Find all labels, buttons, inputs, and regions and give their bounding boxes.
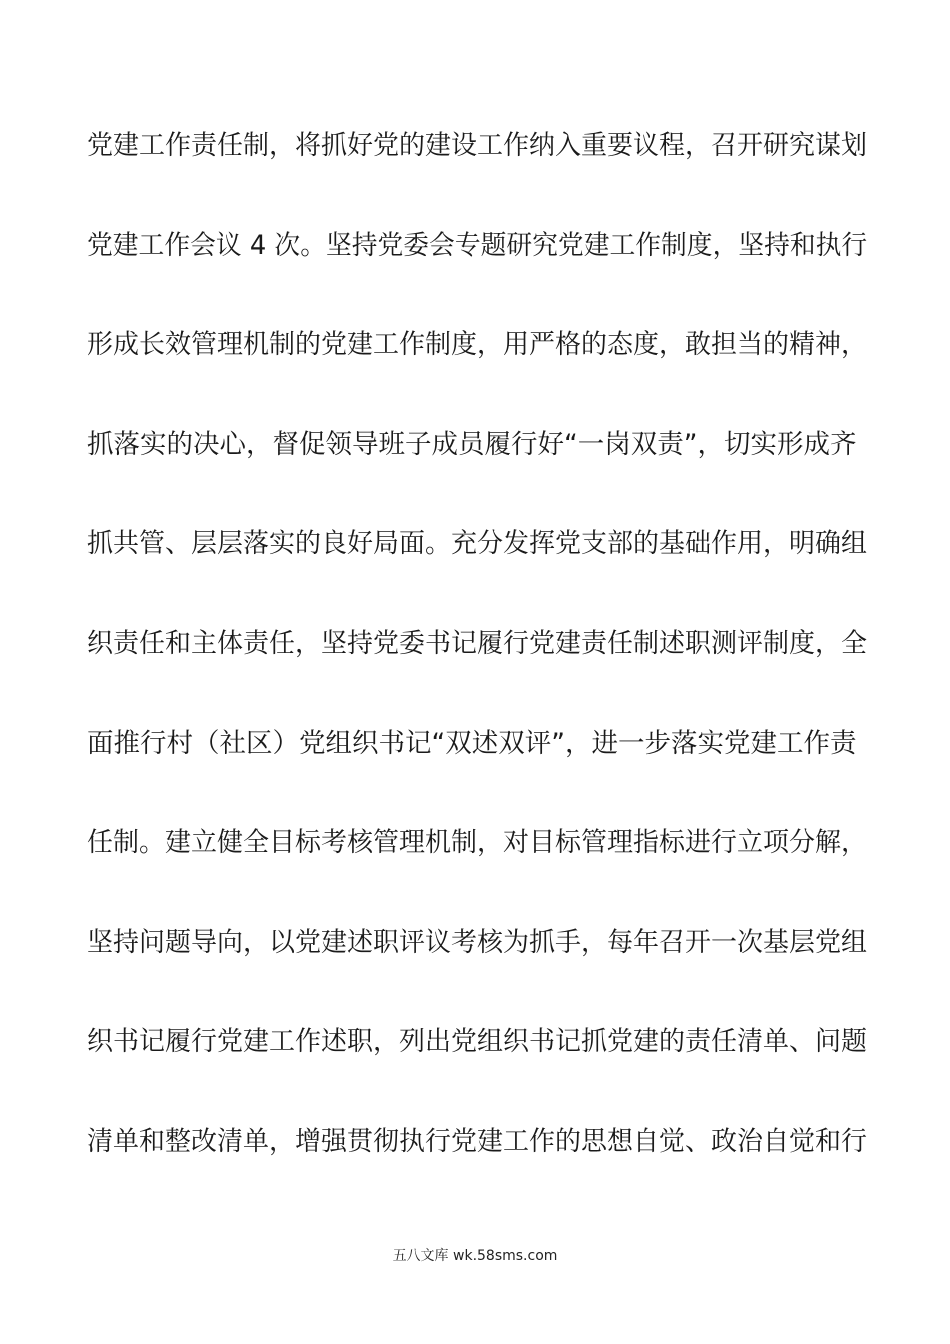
text-line-6: 织责任和主体责任，坚持党委书记履行党建责任制述职测评制度，全: [87, 627, 867, 659]
text-line-9: 坚持问题导向，以党建述职评议考核为抓手，每年召开一次基层党组: [87, 926, 867, 958]
text-line-5: 抓共管、层层落实的良好局面。充分发挥党支部的基础作用，明确组: [87, 528, 867, 560]
text-line-3: 形成长效管理机制的党建工作制度，用严格的态度，敢担当的精神，: [87, 329, 867, 361]
text-line-7: 面推行村（社区）党组织书记“双述双评”，进一步落实党建工作责: [87, 727, 857, 759]
text-line-10: 织书记履行党建工作述职，列出党组织书记抓党建的责任清单、问题: [87, 1026, 867, 1058]
page-footer: 五八文库 wk.58sms.com: [392, 1248, 558, 1264]
text-line-8: 任制。建立健全目标考核管理机制，对目标管理指标进行立项分解，: [87, 827, 867, 859]
text-line-1: 党建工作责任制，将抓好党的建设工作纳入重要议程，召开研究谋划: [87, 130, 867, 161]
text-line-4: 抓落实的决心，督促领导班子成员履行好“一岗双责”，切实形成齐: [87, 428, 857, 460]
body-text: [87, 118, 867, 1214]
text-line-2: 党建工作会议 4 次。坚持党委会专题研究党建工作制度，坚持和执行: [87, 229, 868, 261]
text-line-11: 清单和整改清单，增强贯彻执行党建工作的思想自觉、政治自觉和行: [87, 1125, 867, 1157]
